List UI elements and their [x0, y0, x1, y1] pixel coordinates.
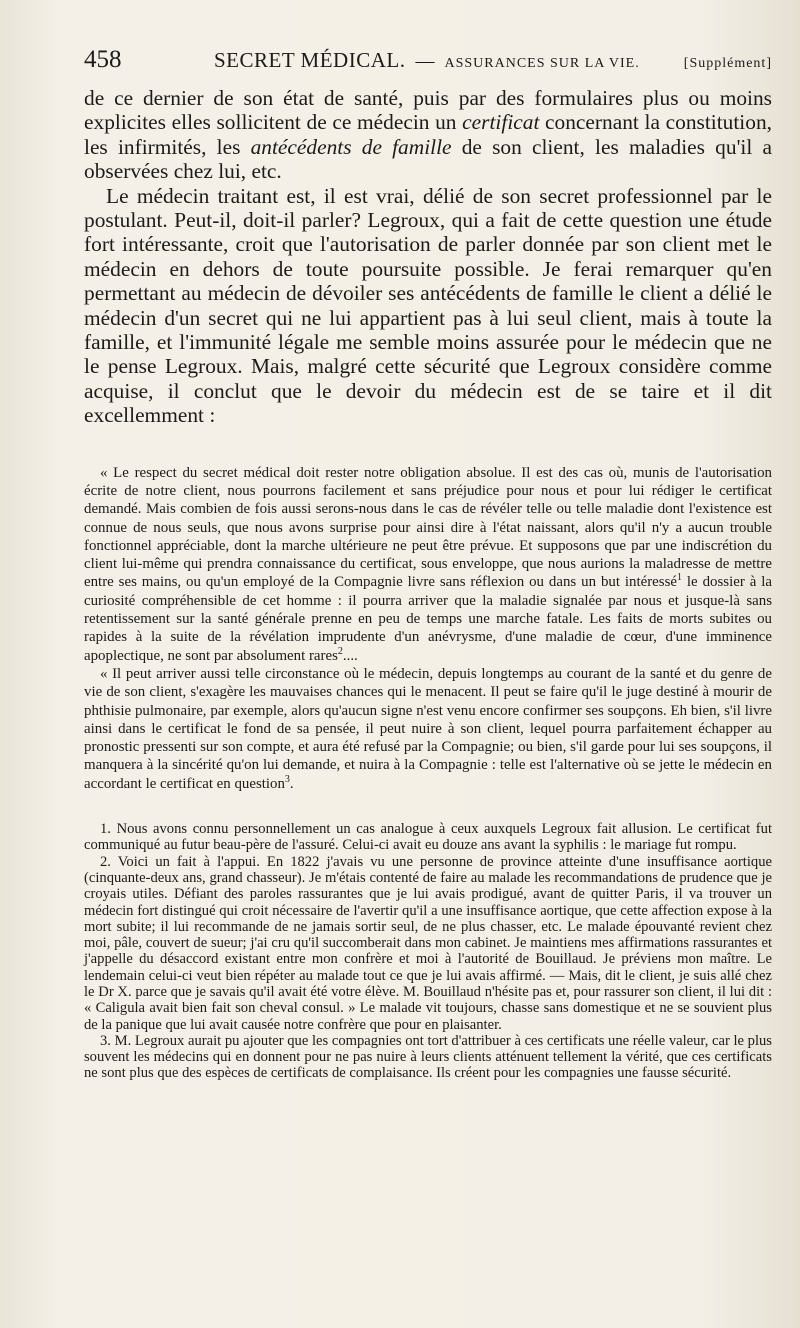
footnote-2: 2. Voici un fait à l'appui. En 1822 j'avais vu une personne de province atteinte d'une insuffisance aortique (cinquante-deux ans, grand chasseur). Je m'étais contenté de faire au malade les recommandations de prudence que je croyais utiles. Défiant des paroles rassurantes que je lui avais prodigué, avant de quitter Paris, il va trouver un médecin fort distingué qui croit nécessaire de l'avertir qu'il a une insuffisance aortique, que cette affection expose à la mort subite; il lui recommande de ne jamais sortir seul, de ne plus chasser, etc. Le malade épouvanté revient chez moi, pâle, couvert de sueur; j'ai cru qu'il succomberait dans mon cabinet. Je maintiens mes affirmations rassurantes et j'appelle du désaccord existant entre mon confrère et moi à l'autorité de Bouillaud. Je préviens mon maître. Le lendemain celui-ci veut bien répéter au malade tout ce que je lui avais affirmé. — Mais, dit le client, je suis allé chez le Dr X. parce que je savais qu'il avait été votre élève. M. Bouillaud n'hésite pas et, pour rassurer son client, il lui dit : « Caligula avait bien fait son cheval consul. » Le malade vit toujours, chasse sans domestique et ne se souvient plus de la panique que lui avait causée notre confrère que pour en plaisanter. [84, 853, 772, 1033]
p1-italic-antecedents: antécédents de famille [250, 134, 452, 159]
footnote-ref-1: 1 [677, 572, 682, 584]
section-label: [Supplément] [683, 56, 772, 71]
footnote-ref-2: 2 [337, 645, 343, 657]
footnote-3: 3. M. Legroux aurait pu ajouter que les compagnies ont tort d'attribuer à ces certificats une réelle valeur, car le plus souvent les médecins qui en donnent pour ne pas nuire à leurs clients atténuent tellement la vérité, que ces certificats ne sont plus que des espèces de certificats de complaisance. Ils créent pour les compagnies une fausse sécurité. [84, 1032, 772, 1082]
quote-paragraph-2 [84, 665, 772, 793]
running-subtitle: ASSURANCES SUR LA VIE. [444, 56, 640, 71]
p1-text-b: concernant la constitution, les infirmités, les [84, 110, 772, 159]
running-title: SECRET MÉDICAL. [214, 48, 406, 72]
p1-text-a: de ce dernier de son état de santé, puis par des formulaires plus ou moins explicites elles sollicitent de ce médecin un [84, 86, 772, 135]
page-number: 458 [84, 46, 122, 73]
footnote-ref-3: 3 [284, 773, 290, 785]
footnotes [84, 821, 772, 1082]
main-text [84, 86, 772, 428]
quote-1-text-c: .... [342, 647, 358, 664]
paragraph-1 [84, 86, 772, 184]
paragraph-2: Le médecin traitant est, il est vrai, délié de son secret professionnel par le postulant. Peut-il, doit-il parler? Legroux, qui a fait de cette question une étude fort intéressante, croit que l'autorisation de parler donnée par son client met le médecin en dehors de toute poursuite possible. Je ferai remarquer qu'en permettant au médecin de dévoiler ses antécédents de famille le client a délié le médecin d'un secret qui ne lui appartient pas à lui seul client, mais à toute la famille, et l'immunité légale me semble moins assurée pour le médecin que ne le pense Legroux. Mais, malgré cette sécurité que Legroux considère comme acquise, il conclut que le devoir du médecin est de se taire et il dit excellemment : [84, 183, 772, 428]
quote-2-text-a: « Il peut arriver aussi telle circonstance où le médecin, depuis longtemps au courant de la santé et du genre de vie de son client, s'exagère les mauvaises chances qui le menacent. Il peut se faire qu'il le juge destiné à mourir de phthisie pulmonaire, par exemple, alors qu'aucun signe n'est venu encore confirmer ses soupçons. Eh bien, s'il livre ainsi dans le certificat le fond de sa pensée, il peut nuire à son client, lequel pourra parfaitement échapper au pronostic pressenti sur son compte, et aura été refusé par la Compagnie; ou bien, s'il garde pour lui ses soupçons, il manquera à la sincérité qu'on lui demande, et nuira à la Compagnie : telle est l'alternative où se jette le médecin en accordant le certificat en question [84, 665, 772, 792]
running-header [84, 46, 772, 80]
footnote-1: 1. Nous avons connu personnellement un cas analogue à ceux auxquels Legroux fait allusion. Le certificat fut communiqué au futur beau-père de l'assuré. Celui-ci avait eu douze ans avant la syphilis : le mariage fut rompu. [84, 821, 772, 854]
quote-2-text-b: . [289, 775, 294, 792]
quote-1-text-a: « Le respect du secret médical doit rester notre obligation absolue. Il est des cas où, munis de l'autorisation écrite de notre client, nous pourrons facilement et sans préjudice pour nous et pour lui rédiger le certificat demandé. Mais combien de fois aussi serons-nous dans le cas de révéler telle ou telle maladie dont l'existence est connue de nous seuls, que nous avons surprise pour ainsi dire à l'état naissant, alors qu'il n'y a aucun trouble fonctionnel appréciable, dont la marche ultérieure ne peut être prévue. Et supposons que par une indiscrétion du client lui-même qui prendra connaissance du certificat, sous enveloppe, que nous aurions la maladresse de mettre entre ses mains, ou qu'un employé de la Compagnie livre sans réflexion ou dans un but intéressé [84, 464, 772, 591]
p1-text-c: de son client, les maladies qu'il a observées chez lui, etc. [84, 134, 772, 184]
quote-1-text-b: le dossier à la curiosité compréhensible de cet homme : il pourra arriver que la maladie signalée par nous et jusque-là sans retentissement sur la santé générale prenne en peu de temps une marche fatale. Les faits de morts subites ou rapides à la suite de la révélation imprudente d'un anévrysme, d'une maladie de cœur, d'une imminence apoplectique, ne sont par absolument rares [84, 574, 772, 664]
header-separator: — [415, 51, 435, 72]
p1-italic-certificat: certificat [462, 110, 540, 135]
quote-paragraph-1 [84, 464, 772, 665]
block-quote [84, 464, 772, 793]
